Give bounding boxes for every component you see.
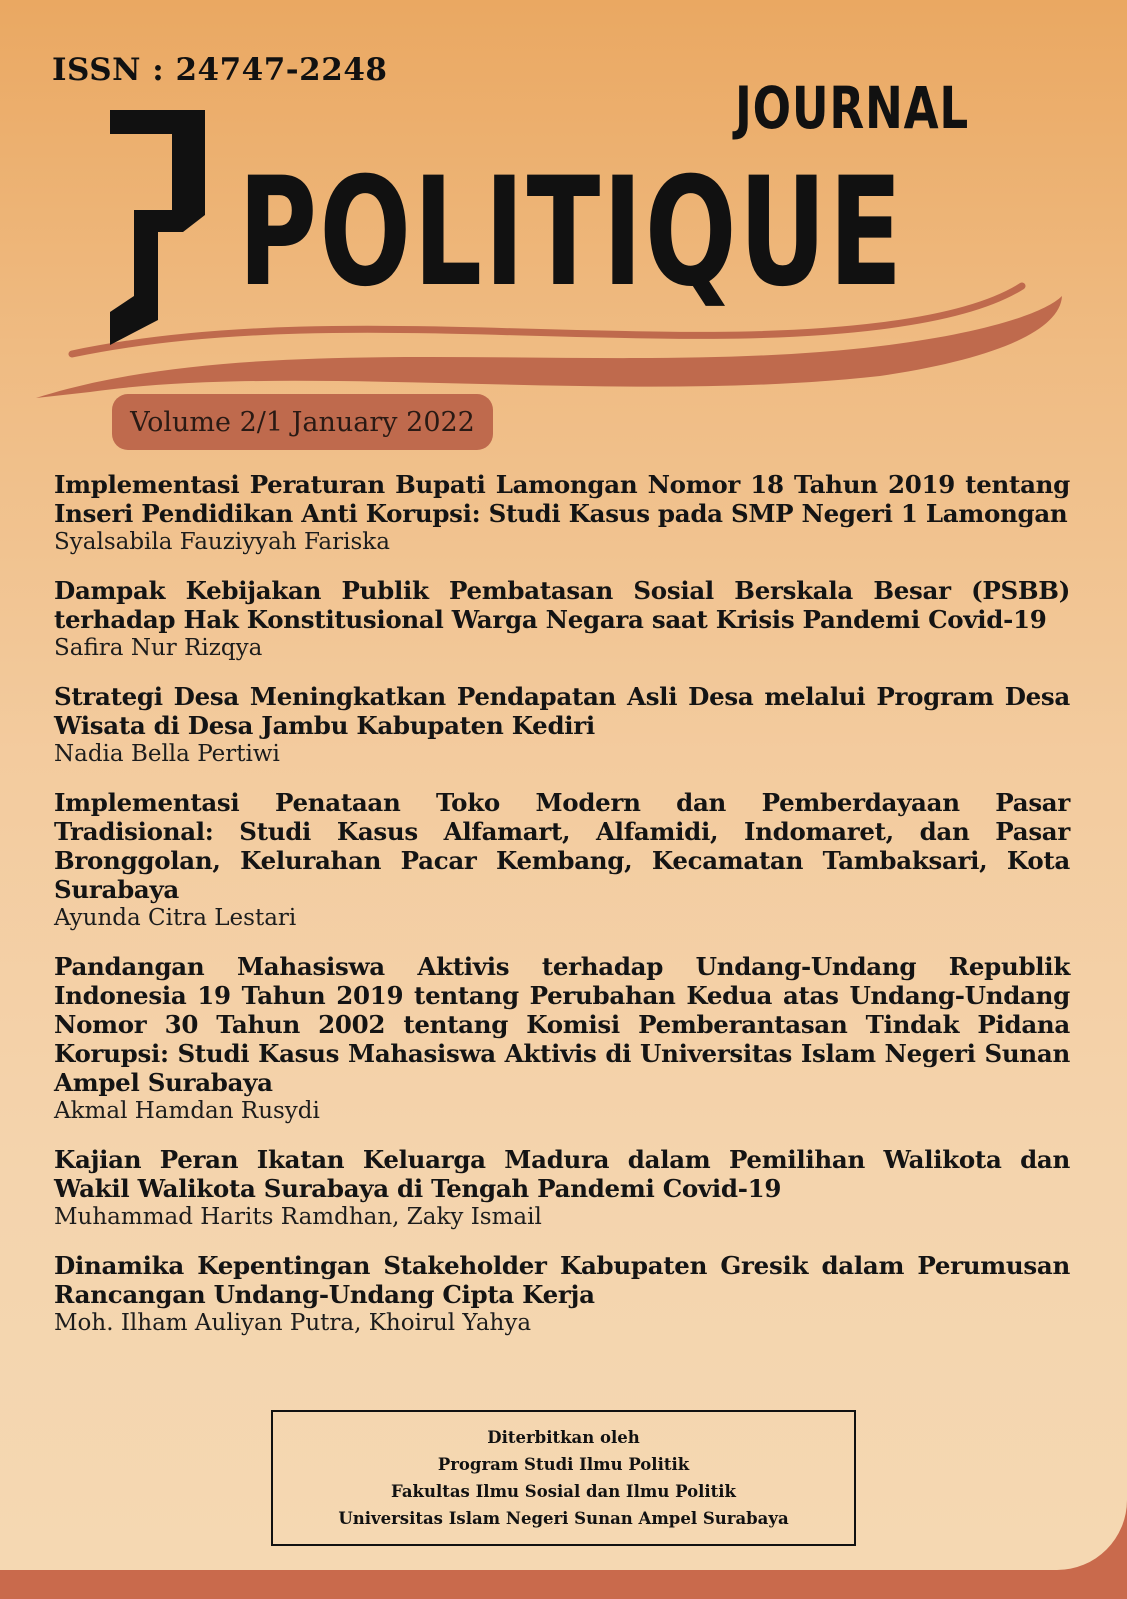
article-item [54, 1251, 1070, 1337]
article-list [54, 470, 1070, 1357]
article-authors: Akmal Hamdan Rusydi [54, 1098, 320, 1124]
publisher-program: Program Studi Ilmu Politik [437, 1455, 690, 1474]
journal-label: JOURNAL [735, 74, 970, 142]
article-item [54, 576, 1070, 662]
article-title: Strategi Desa Meningkatkan Pendapatan Asli Desa melalui Program Desa Wisata di Desa Jambu Kabupaten Kediri [54, 682, 1070, 740]
publisher-intro: Diterbitkan oleh [487, 1428, 640, 1447]
article-item [54, 952, 1070, 1125]
journal-logo-mark [110, 110, 205, 345]
journal-title: POLITIQUE [238, 146, 905, 320]
article-title: Kajian Peran Ikatan Keluarga Madura dalam Pemilihan Walikota dan Wakil Walikota Surabaya di Tengah Pandemi Covid-19 [54, 1145, 1070, 1203]
article-item [54, 682, 1070, 768]
article-title: Dinamika Kepentingan Stakeholder Kabupaten Gresik dalam Perumusan Rancangan Undang-Undang Cipta Kerja [54, 1251, 1070, 1309]
article-item [54, 788, 1070, 932]
article-title: Implementasi Penataan Toko Modern dan Pemberdayaan Pasar Tradisional: Studi Kasus Alfamart, Alfamidi, Indomaret, dan Pasar Bronggolan, Kelurahan Pacar Kembang, Kecamatan Tambaksari, Kota Surabaya [54, 788, 1070, 904]
publisher-faculty: Fakultas Ilmu Sosial dan Ilmu Politik [391, 1482, 736, 1501]
article-title: Implementasi Peraturan Bupati Lamongan Nomor 18 Tahun 2019 tentang Inseri Pendidikan Anti Korupsi: Studi Kasus pada SMP Negeri 1 Lamongan [54, 470, 1070, 528]
article-authors: Safira Nur Rizqya [54, 635, 263, 661]
article-authors: Ayunda Citra Lestari [54, 905, 297, 931]
publisher-university: Universitas Islam Negeri Sunan Ampel Surabaya [338, 1509, 789, 1528]
issn-number: ISSN : 24747-2248 [52, 52, 388, 88]
article-item [54, 1145, 1070, 1231]
article-authors: Syalsabila Fauziyyah Fariska [54, 529, 390, 555]
article-title: Pandangan Mahasiswa Aktivis terhadap Undang-Undang Republik Indonesia 19 Tahun 2019 tentang Perubahan Kedua atas Undang-Undang Nomor 30 Tahun 2002 tentang Komisi Pemberantasan Tindak Pidana Korupsi: Studi Kasus Mahasiswa Aktivis di Universitas Islam Negeri Sunan Ampel Surabaya [54, 952, 1070, 1097]
article-authors: Moh. Ilham Auliyan Putra, Khoirul Yahya [54, 1310, 532, 1336]
article-title: Dampak Kebijakan Publik Pembatasan Sosial Berskala Besar (PSBB) terhadap Hak Konstitusional Warga Negara saat Krisis Pandemi Covid-19 [54, 576, 1070, 634]
publisher-box [271, 1410, 856, 1546]
volume-badge: Volume 2/1 January 2022 [112, 394, 493, 450]
article-authors: Muhammad Harits Ramdhan, Zaky Ismail [54, 1204, 542, 1230]
article-authors: Nadia Bella Pertiwi [54, 741, 280, 767]
article-item [54, 470, 1070, 556]
